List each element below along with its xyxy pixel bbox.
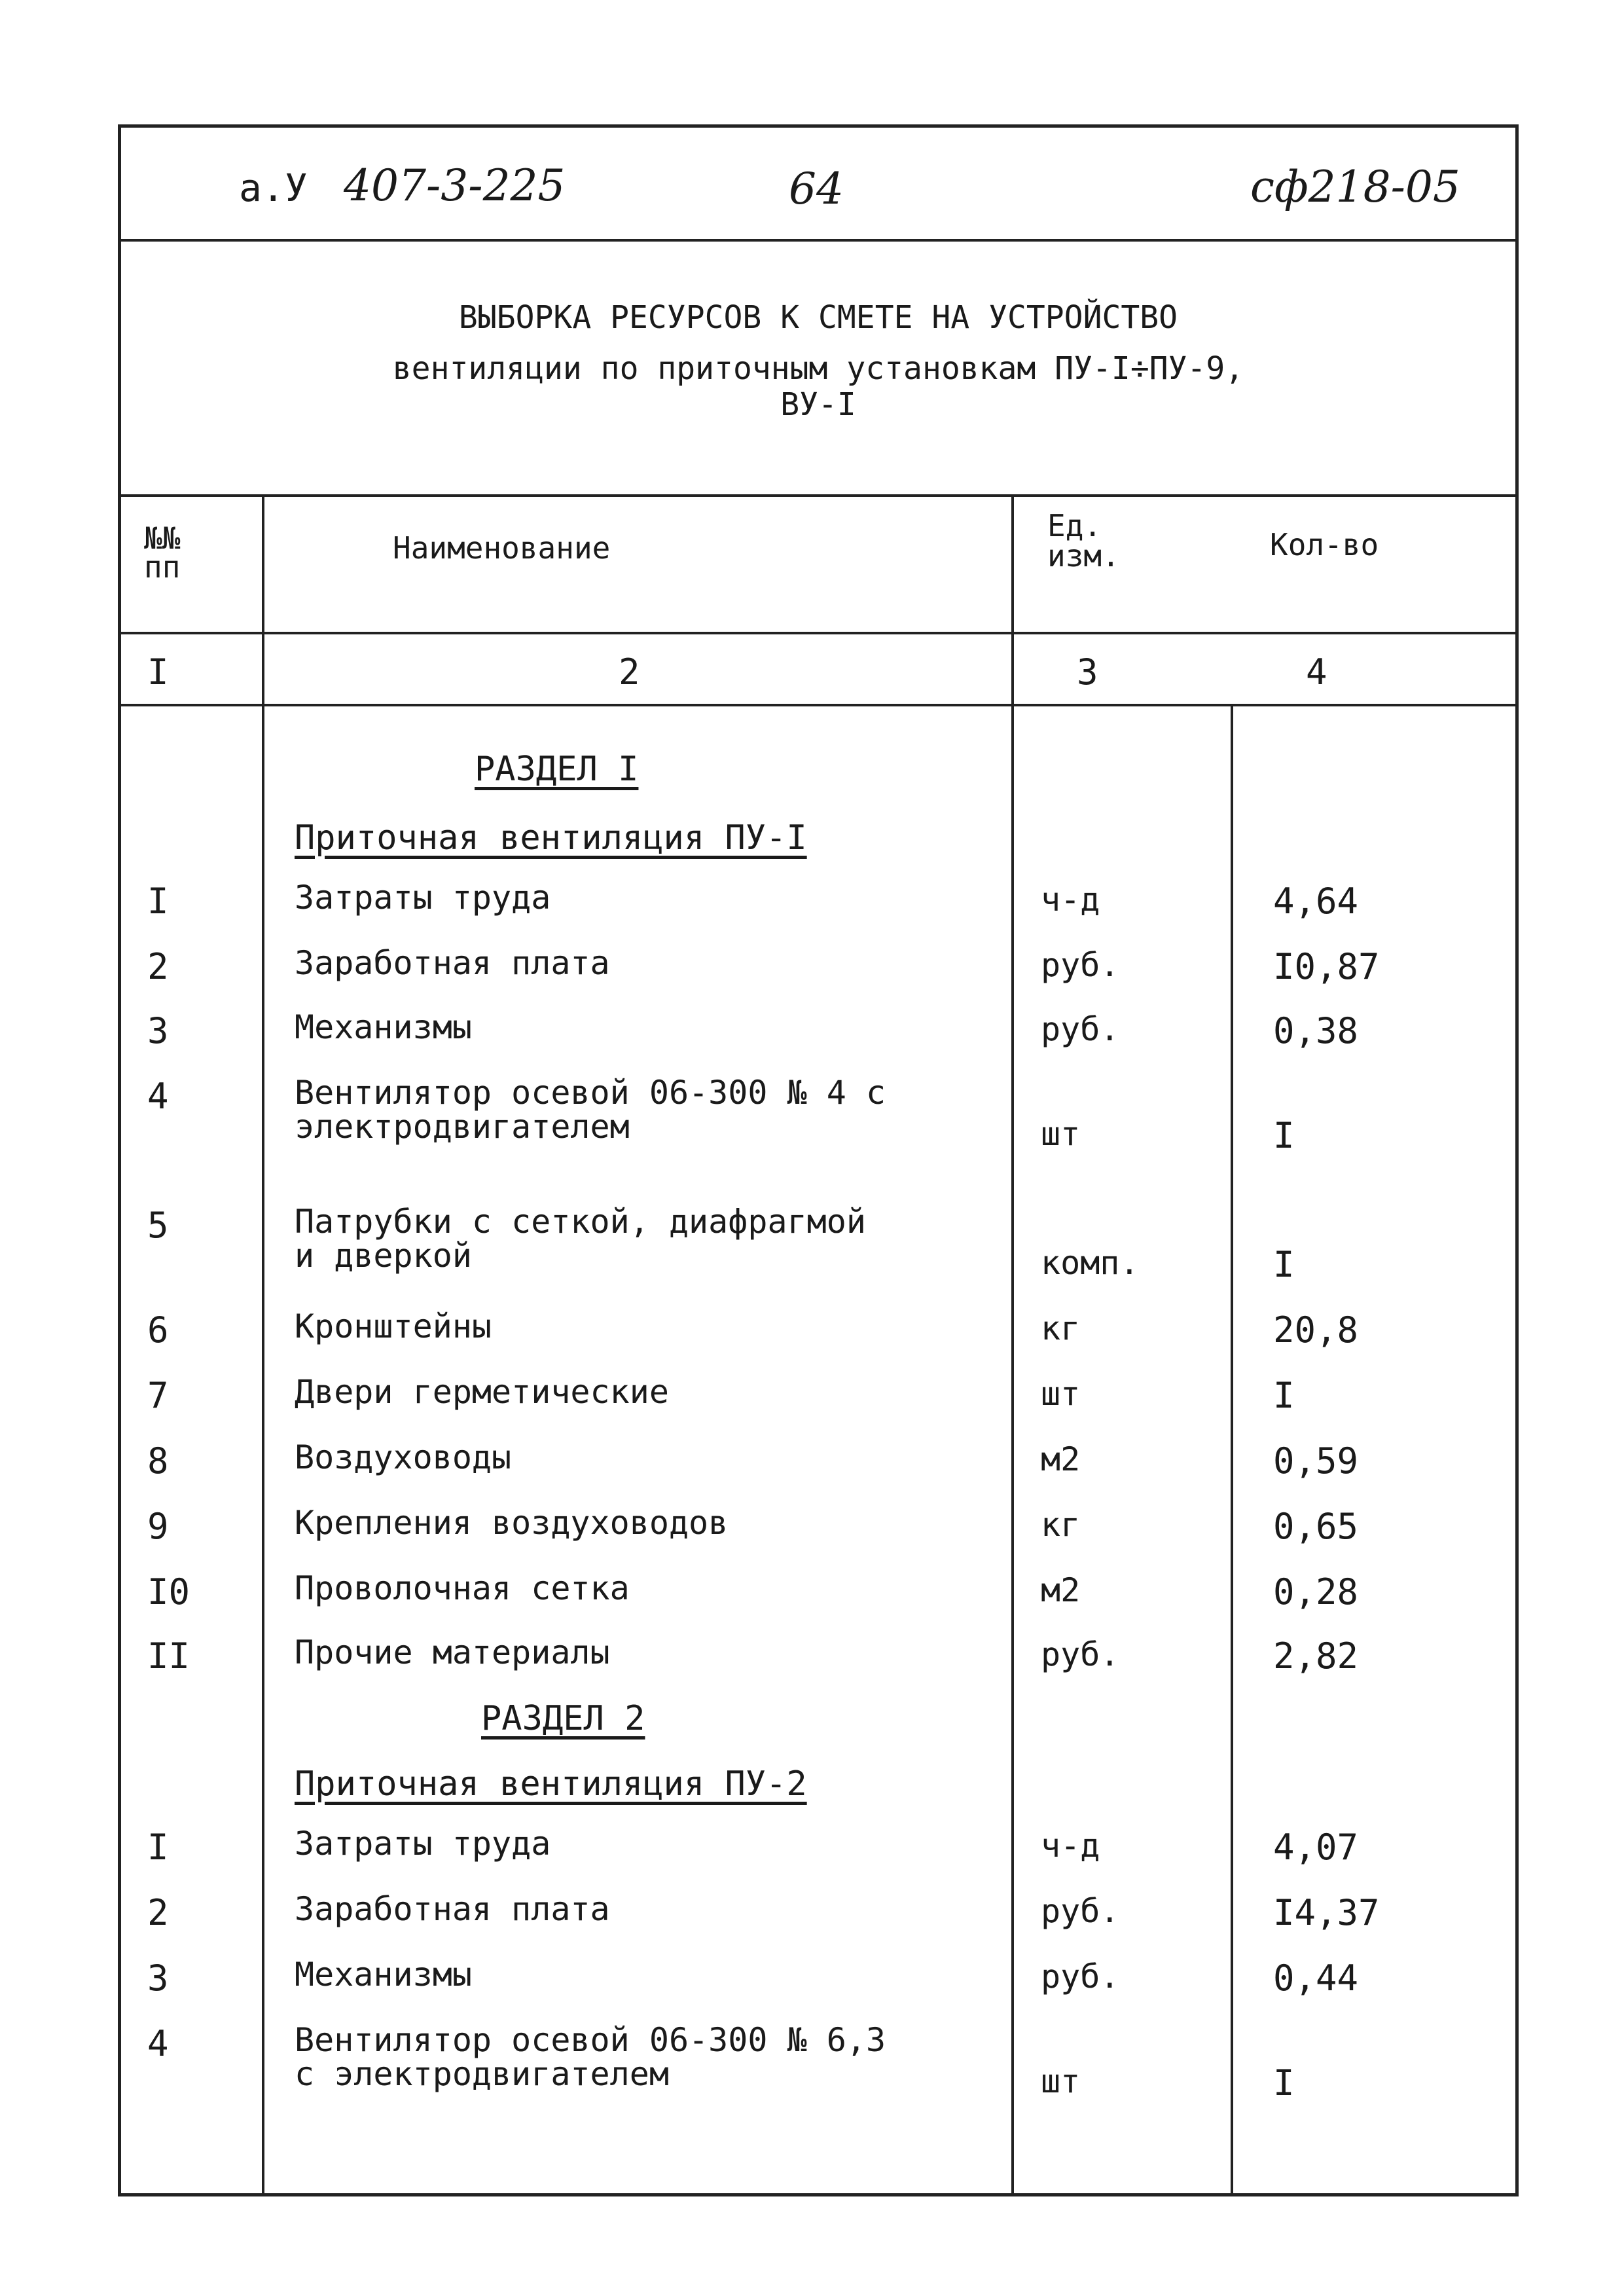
row-qty: 0,28 <box>1273 1571 1359 1613</box>
row-name: Патрубки с сеткой, диафрагмой <box>295 1203 866 1241</box>
doc-prefix: а.У <box>239 166 308 210</box>
sheet-code: сф218-05 <box>1250 162 1460 212</box>
row-qty: I <box>1273 1375 1295 1416</box>
row-name: Затраты труда <box>295 879 551 917</box>
row-name: Кронштейны <box>295 1307 492 1345</box>
doc-title-line-2: вентиляции по приточным установкам ПУ-I÷ПУ-9, <box>392 350 1244 387</box>
row-name-continued: электродвигателем <box>295 1108 630 1146</box>
row-unit: ч-д <box>1041 1827 1100 1865</box>
row-unit: шт <box>1041 2062 1081 2100</box>
header-unit: Ед. изм. <box>1047 508 1120 574</box>
row-no: I <box>147 1827 169 1868</box>
section-subtitle: Приточная вентиляция ПУ-I <box>295 818 807 858</box>
row-unit: шт <box>1041 1115 1081 1153</box>
divider-header <box>121 239 1515 242</box>
row-qty: I0,87 <box>1273 946 1380 987</box>
row-no: 7 <box>147 1375 169 1416</box>
row-unit: м2 <box>1041 1440 1081 1478</box>
doc-code: 407-3-225 <box>344 160 566 211</box>
row-qty: 0,59 <box>1273 1440 1359 1482</box>
header-name: Наименование <box>393 530 611 566</box>
row-qty: I <box>1273 1115 1295 1156</box>
doc-title-line-3: ВУ-I <box>780 386 856 423</box>
row-no: 3 <box>147 1958 169 1999</box>
row-name: Воздуховоды <box>295 1438 512 1476</box>
row-qty: 2,82 <box>1273 1635 1359 1677</box>
page-number: 64 <box>789 164 844 214</box>
row-name: Вентилятор осевой 06-300 № 4 с <box>295 1074 886 1112</box>
row-qty: 0,38 <box>1273 1010 1359 1051</box>
row-name: Крепления воздуховодов <box>295 1504 729 1542</box>
row-name: Вентилятор осевой 06-300 № 6,3 <box>295 2021 886 2059</box>
divider-title <box>121 494 1515 497</box>
row-qty: I <box>1273 2062 1295 2104</box>
row-no: II <box>147 1635 190 1677</box>
row-name: Механизмы <box>295 1956 472 1994</box>
row-no: 3 <box>147 1010 169 1051</box>
row-unit: руб. <box>1041 1635 1120 1673</box>
doc-title-line-1: ВЫБОРКА РЕСУРСОВ К СМЕТЕ НА УСТРОЙСТВО <box>458 299 1178 336</box>
row-name: Прочие материалы <box>295 1633 610 1671</box>
row-no: 6 <box>147 1309 169 1351</box>
colnum-3: 3 <box>1077 651 1098 693</box>
document-frame <box>118 124 1519 2196</box>
row-no: 4 <box>147 2023 169 2064</box>
section-title: РАЗДЕЛ 2 <box>481 1699 645 1738</box>
row-no: I0 <box>147 1571 190 1613</box>
row-no: 5 <box>147 1205 169 1246</box>
row-unit: кг <box>1041 1309 1081 1347</box>
row-unit: шт <box>1041 1375 1081 1413</box>
row-name-continued: с электродвигателем <box>295 2055 669 2093</box>
row-qty: 0,44 <box>1273 1958 1359 1999</box>
row-name: Затраты труда <box>295 1825 551 1863</box>
divider-col-numbers <box>121 704 1515 706</box>
row-no: 2 <box>147 1892 169 1933</box>
section-title: РАЗДЕЛ I <box>475 750 639 789</box>
row-qty: 0,65 <box>1273 1506 1359 1547</box>
row-unit: руб. <box>1041 1958 1120 1995</box>
row-name: Механизмы <box>295 1008 472 1046</box>
row-qty: 20,8 <box>1273 1309 1359 1351</box>
row-unit: руб. <box>1041 946 1120 984</box>
row-no: 2 <box>147 946 169 987</box>
row-unit: комп. <box>1041 1244 1140 1282</box>
row-unit: кг <box>1041 1506 1081 1544</box>
colnum-4: 4 <box>1306 651 1327 693</box>
divider-col-headers <box>121 632 1515 634</box>
row-qty: 4,07 <box>1273 1827 1359 1868</box>
column-line-2 <box>1011 494 1014 2193</box>
header-qty: Кол-во <box>1270 527 1379 562</box>
row-no: 8 <box>147 1440 169 1482</box>
column-line-3 <box>1231 704 1233 2193</box>
row-unit: ч-д <box>1041 881 1100 919</box>
colnum-2: 2 <box>619 651 640 693</box>
row-qty: 4,64 <box>1273 881 1359 922</box>
row-name: Заработная плата <box>295 944 610 982</box>
row-name-continued: и дверкой <box>295 1237 472 1275</box>
row-unit: м2 <box>1041 1571 1081 1609</box>
row-name: Заработная плата <box>295 1890 610 1928</box>
section-subtitle: Приточная вентиляция ПУ-2 <box>295 1764 807 1804</box>
column-line-1 <box>262 494 264 2193</box>
row-no: 9 <box>147 1506 169 1547</box>
row-unit: руб. <box>1041 1892 1120 1930</box>
row-qty: I4,37 <box>1273 1892 1380 1933</box>
row-no: 4 <box>147 1076 169 1117</box>
row-unit: руб. <box>1041 1010 1120 1048</box>
row-no: I <box>147 881 169 922</box>
header-no: №№ пп <box>144 520 181 585</box>
row-qty: I <box>1273 1244 1295 1285</box>
row-name: Двери герметические <box>295 1373 669 1411</box>
row-name: Проволочная сетка <box>295 1569 630 1607</box>
colnum-1: I <box>147 651 169 693</box>
